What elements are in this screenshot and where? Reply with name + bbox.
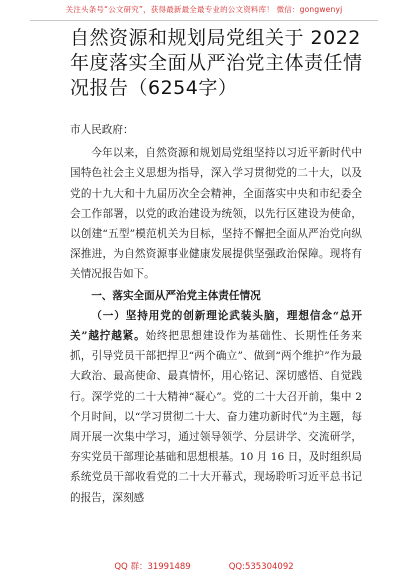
contact-footer (0, 560, 408, 572)
promo-banner: 关注头条号“公文研究”，获得最新最全最专业的公文资料库！ 微信：gongwenyj (65, 5, 343, 14)
qq-group-number: QQ 群：31991489 (114, 562, 191, 572)
document-title: 自然资源和规划局党组关于 2022 年度落实全面从严治党主体责任情况报告（6254字） (70, 27, 363, 99)
document-body (70, 120, 362, 508)
section-heading-1: 一、落实全面从严治党主体责任情况 (91, 289, 261, 302)
intro-paragraph: 今年以来，自然资源和规划局党组坚持以习近平新时代中国特色社会主义思想为指导，深入学习贯彻党的二十大，以及党的十九大和十九届历次全会精神，全面落实中央和市纪委全会工作部署，以党的政治建设为统领，以先行区建设为使命，以创建“五型”模范机关为目标，坚持不懈把全面从严治党向纵深推进，为自然资源事业健康发展提供坚强政治保障。现将有关情况报告如下。 (70, 147, 362, 281)
subsection-text: 始终把思想建设作为基础性、长期性任务来抓，引导党员干部把捍卫“两个确立”、做到“两个维护”作为最大政治、最高使命、最真情怀，用心铭记、深切感悟、自觉践行。深学党的二十大精神“凝心”。党的二十大召开前，集中 2 个月时间，以“学习贯彻二十大、奋力建功新时代”为主题，每周开展一次集中学习，通过领导领学、分层讲学、交流研学，夯实党员干部理论基础和思想根基。10 月 16 日，及时组织局系统党员干部收看党的二十大开幕式，现场聆听习近平总书记的报告，深刻感 (70, 330, 363, 504)
subsection-paragraph-1 (70, 306, 362, 508)
salutation: 市人民政府： (70, 124, 134, 136)
qq-contact-number: QQ:535304092 (228, 562, 294, 572)
header-divider (30, 20, 378, 21)
subsection-lead: （一）坚持用党的创新理论武装头脑，理想信念“总开关”越拧越紧。 (70, 309, 362, 343)
